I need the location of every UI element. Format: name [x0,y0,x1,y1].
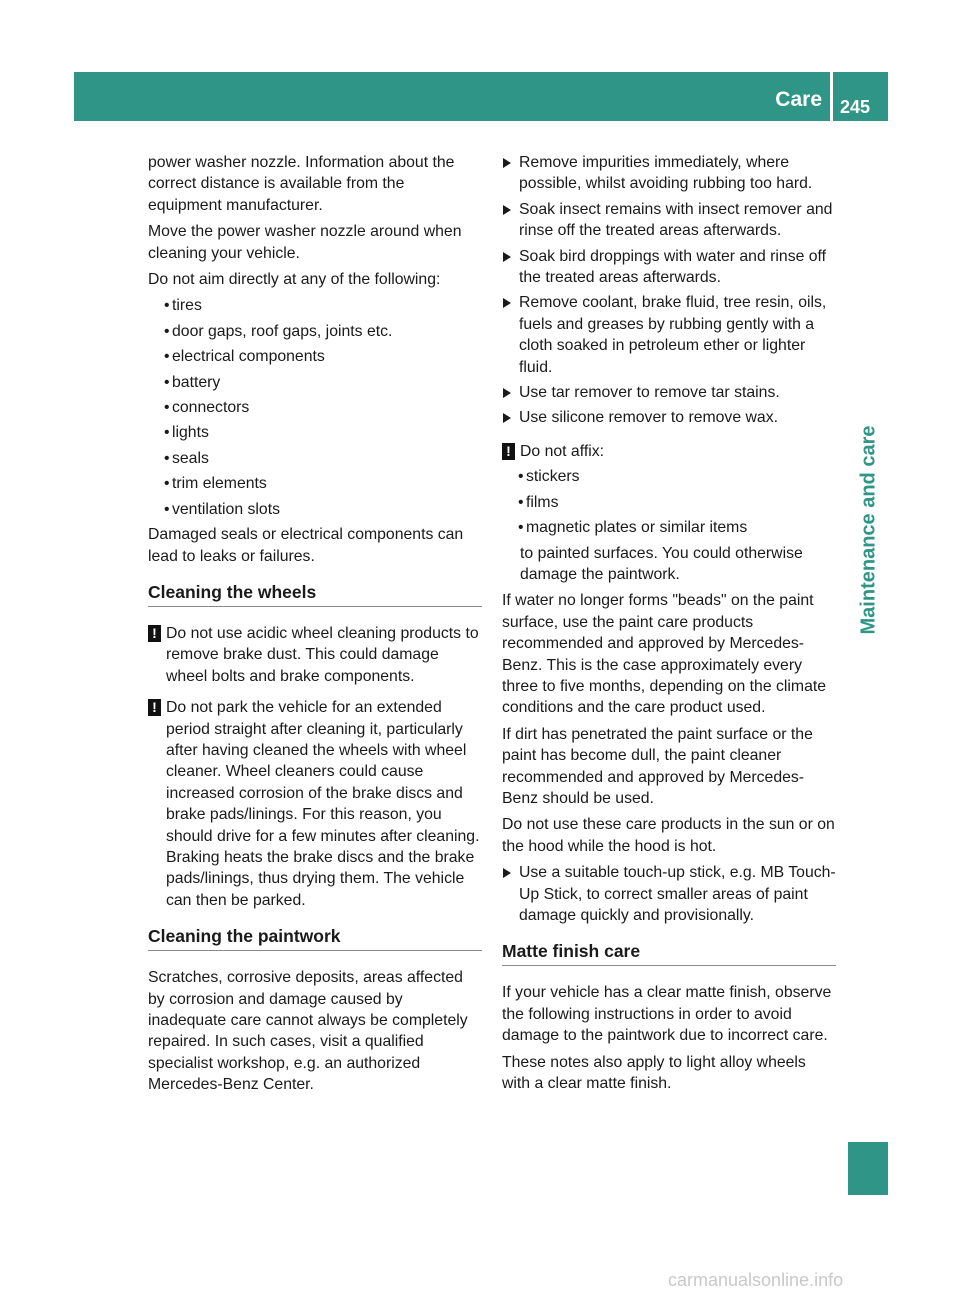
arrow-icon [503,158,511,168]
step-item: Remove coolant, brake fluid, tree resin, oils, fuels and greases by rubbing gently with a cloth soaked in petroleum ether or lighter fluid. [502,292,836,378]
section-title: Care [775,88,822,111]
bullet-icon: • [164,399,170,417]
list-item: • electrical components [148,346,482,367]
warning-icon: ! [148,699,161,716]
list-item: • magnetic plates or similar items [502,517,836,538]
list-item: • trim elements [148,473,482,494]
arrow-icon [503,413,511,423]
bullet-icon: • [518,493,524,511]
left-column [148,152,482,1101]
warning-icon: ! [148,625,161,642]
bullet-icon: • [164,322,170,340]
bullet-icon: • [518,468,524,486]
bullet-icon: • [164,297,170,315]
watermark: carmanualsonline.info [668,1270,844,1290]
warning-icon: ! [502,443,515,460]
list-item: • door gaps, roof gaps, joints etc. [148,321,482,342]
arrow-icon [503,252,511,262]
arrow-icon [503,298,511,308]
list-item: • films [502,492,836,513]
list-item: • lights [148,422,482,443]
step-item: Soak bird droppings with water and rinse off the treated areas afterwards. [502,246,836,289]
heading-cleaning-paintwork: Cleaning the paintwork [148,925,482,951]
paragraph: Scratches, corrosive deposits, areas affected by corrosion and damage caused by inadequate care cannot always be completely repaired. In such cases, visit a qualified specialist workshop, e.g. an authorized Mercedes-Benz Center. [148,969,468,1094]
bullet-icon: • [164,449,170,467]
arrow-icon [503,388,511,398]
bullet-icon: • [164,373,170,391]
side-tab-label: Maintenance and care [857,425,880,635]
paragraph: These notes also apply to light alloy wheels with a clear matte finish. [502,1053,806,1093]
list-item: • connectors [148,397,482,418]
warning-note: ! Do not affix: [502,441,836,462]
step-item: Use a suitable touch-up stick, e.g. MB Touch-Up Stick, to correct smaller areas of paint damage quickly and provisionally. [502,862,836,926]
warning-note: ! Do not park the vehicle for an extended period straight after cleaning it, particularly after having cleaned the wheels with wheel cleaner. Wheel cleaners could cause increased corrosion of the brake discs and brake pads/linings. For this reason, you should drive for a few minutes after cleaning. Braking heats the brake discs and the brake pads/linings, thus drying them. The vehicle can then be parked. [148,697,482,911]
step-item: Use silicone remover to remove wax. [502,407,836,428]
bullet-icon: • [164,348,170,366]
paragraph: Damaged seals or electrical components can lead to leaks or failures. [148,526,464,565]
paragraph: to painted surfaces. You could otherwise damage the paintwork. [520,544,803,583]
right-column [502,152,836,1099]
bullet-icon: • [518,519,524,537]
list-item: • stickers [502,466,836,487]
header-bar [74,72,888,121]
arrow-icon [503,868,511,878]
warning-note: ! Do not use acidic wheel cleaning products to remove brake dust. This could damage wheel bolts and brake components. [148,623,482,687]
list-item: • ventilation slots [148,499,482,520]
paragraph: Do not use these care products in the sun or on the hood while the hood is hot. [502,816,835,855]
list-item: • battery [148,372,482,393]
bullet-icon: • [164,424,170,442]
paragraph: If your vehicle has a clear matte finish, observe the following instructions in order to avoid damage to the paintwork due to incorrect care. [502,984,832,1045]
paragraph: Do not aim directly at any of the following: [148,271,441,289]
step-item: Use tar remover to remove tar stains. [502,382,836,403]
list-item: • tires [148,295,482,316]
heading-matte-finish: Matte finish care [502,940,836,966]
bullet-icon: • [164,500,170,518]
side-tab-marker [848,1142,888,1195]
paragraph: If water no longer forms "beads" on the paint surface, use the paint care products recommended and approved by Mercedes-Benz. This is the case approximately every three to five months, depending on the climate conditions and the care product used. [502,592,827,717]
list-item: • seals [148,448,482,469]
bullet-icon: • [164,475,170,493]
paragraph: power washer nozzle. Information about the correct distance is available from the equipment manufacturer. [148,154,455,214]
heading-cleaning-wheels: Cleaning the wheels [148,581,482,607]
header-separator [830,72,833,121]
step-item: Remove impurities immediately, where possible, whilst avoiding rubbing too hard. [502,152,836,195]
paragraph: Move the power washer nozzle around when cleaning your vehicle. [148,223,462,262]
paragraph: If dirt has penetrated the paint surface or the paint has become dull, the paint cleaner recommended and approved by Mercedes-Benz should be used. [502,725,813,807]
page-number: 245 [840,97,871,117]
arrow-icon [503,205,511,215]
step-item: Soak insect remains with insect remover and rinse off the treated areas afterwards. [502,199,836,242]
